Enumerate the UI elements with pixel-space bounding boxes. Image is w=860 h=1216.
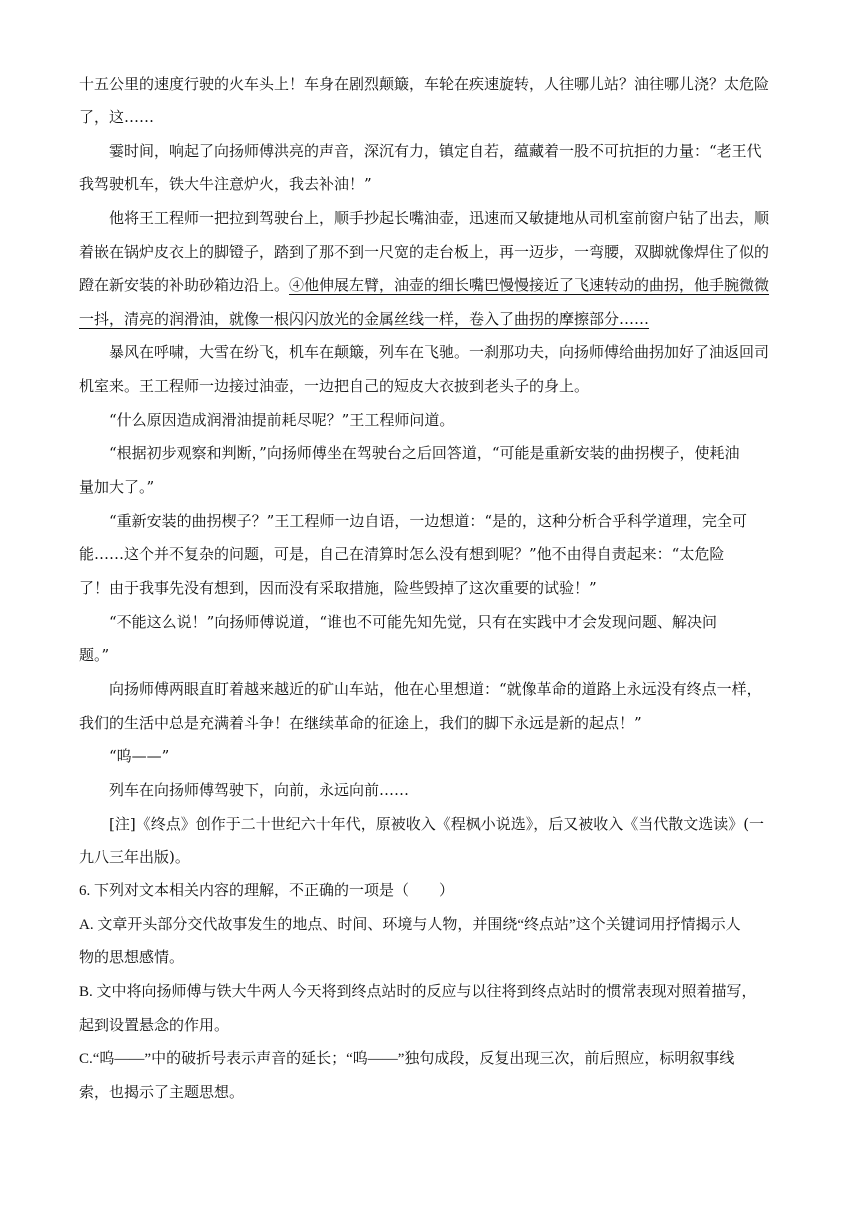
text-line: 向扬师傅两眼直盯着越来越近的矿山车站，他在心里想道：“就像革命的道路上永远没有终点一样，	[109, 680, 762, 698]
text-line: 题。”	[79, 646, 110, 664]
text-line: “呜——”	[109, 747, 170, 765]
footnote: [注]《终点》创作于二十世纪六十年代，原被收入《程枫小说选》，后又被收入《当代散文选读》(一	[109, 815, 765, 833]
question-stem: 6. 下列对文本相关内容的理解，不正确的一项是（ ）	[79, 883, 455, 899]
text-line: 霎时间，响起了向扬师傅洪亮的声音，深沉有力，镇定自若，蕴藏着一股不可抗拒的力量：“老王代	[109, 142, 762, 160]
underlined-sentence: ④他伸展左臂，油壶的细长嘴巴慢慢接近了飞速转动的曲拐，他手腕微微	[289, 276, 770, 294]
text-line: 机室来。王工程师一边接过油壶，一边把自己的短皮大衣披到老头子的身上。	[79, 377, 590, 395]
footnote: 九八三年出版)。	[79, 848, 190, 866]
underlined-sentence: 一抖，清亮的润滑油，就像一根闪闪放光的金属丝线一样，卷入了曲拐的摩擦部分……	[79, 310, 650, 328]
option-a: A. 文章开头部分交代故事发生的地点、时间、环境与人物，并围绕“终点站”这个关键词用抒情揭示人	[79, 917, 741, 933]
text-line: 了，这……	[79, 108, 155, 126]
text-line: “重新安装的曲拐楔子？”王工程师一边自语，一边想道：“是的，这种分析合乎科学道理，完全可	[109, 512, 748, 530]
text-line: 他将王工程师一把拉到驾驶台上，顺手抄起长嘴油壶，迅速而又敏捷地从司机室前窗户钻了出去，顺	[109, 209, 770, 227]
option-b: 起到设置悬念的作用。	[79, 1018, 230, 1034]
text-line: 了！由于我事先没有想到，因而没有采取措施，险些毁掉了这次重要的试验！”	[79, 579, 597, 597]
text-line: 着嵌在锅炉皮衣上的脚镫子，踏到了那不到一尺宽的走台板上，再一迈步，一弯腰，双脚就像焊住了似的	[79, 243, 770, 261]
option-a: 物的思想感情。	[79, 950, 185, 966]
text-line: “不能这么说！”向扬师傅说道，“谁也不可能先知先觉，只有在实践中才会发现问题、解决问	[109, 613, 718, 631]
option-c: 索，也揭示了主题思想。	[79, 1085, 245, 1101]
option-b: B. 文中将向扬师傅与铁大牛两人今天将到终点站时的反应与以往将到终点站时的惯常表现对照着描写，	[79, 984, 757, 1000]
text-line: “什么原因造成润滑油提前耗尽呢？”王工程师问道。	[109, 411, 455, 429]
text-line: 列车在向扬师傅驾驶下，向前，永远向前……	[109, 781, 410, 799]
text-line: 暴风在呼啸，大雪在纷飞，机车在颠簸，列车在飞驰。一刹那功夫，向扬师傅给曲拐加好了油返回司	[109, 343, 770, 361]
text-line	[79, 274, 769, 296]
text-line: 能……这个并不复杂的问题，可是，自己在清算时怎么没有想到呢？”他不由得自责起来：“太危险	[79, 545, 725, 563]
text-segment: 蹬在新安装的补助砂箱边沿上。	[79, 276, 290, 294]
option-c: C.“呜——”中的破折号表示声音的延长；“呜——”独句成段，反复出现三次，前后照应，标明叙事线	[79, 1051, 735, 1067]
text-line: 量加大了。”	[79, 478, 155, 496]
text-line: 我驾驶机车，铁大牛注意炉火，我去补油！”	[79, 175, 372, 193]
text-line: “根据初步观察和判断，”向扬师傅坐在驾驶台之后回答道，“可能是重新安装的曲拐楔子，使耗油	[109, 444, 740, 462]
text-line: 十五公里的速度行驶的火车头上！车身在剧烈颠簸，车轮在疾速旋转，人往哪儿站？油往哪儿浇？太危险	[79, 75, 770, 93]
text-line: 我们的生活中总是充满着斗争！在继续革命的征途上，我们的脚下永远是新的起点！”	[79, 714, 642, 732]
